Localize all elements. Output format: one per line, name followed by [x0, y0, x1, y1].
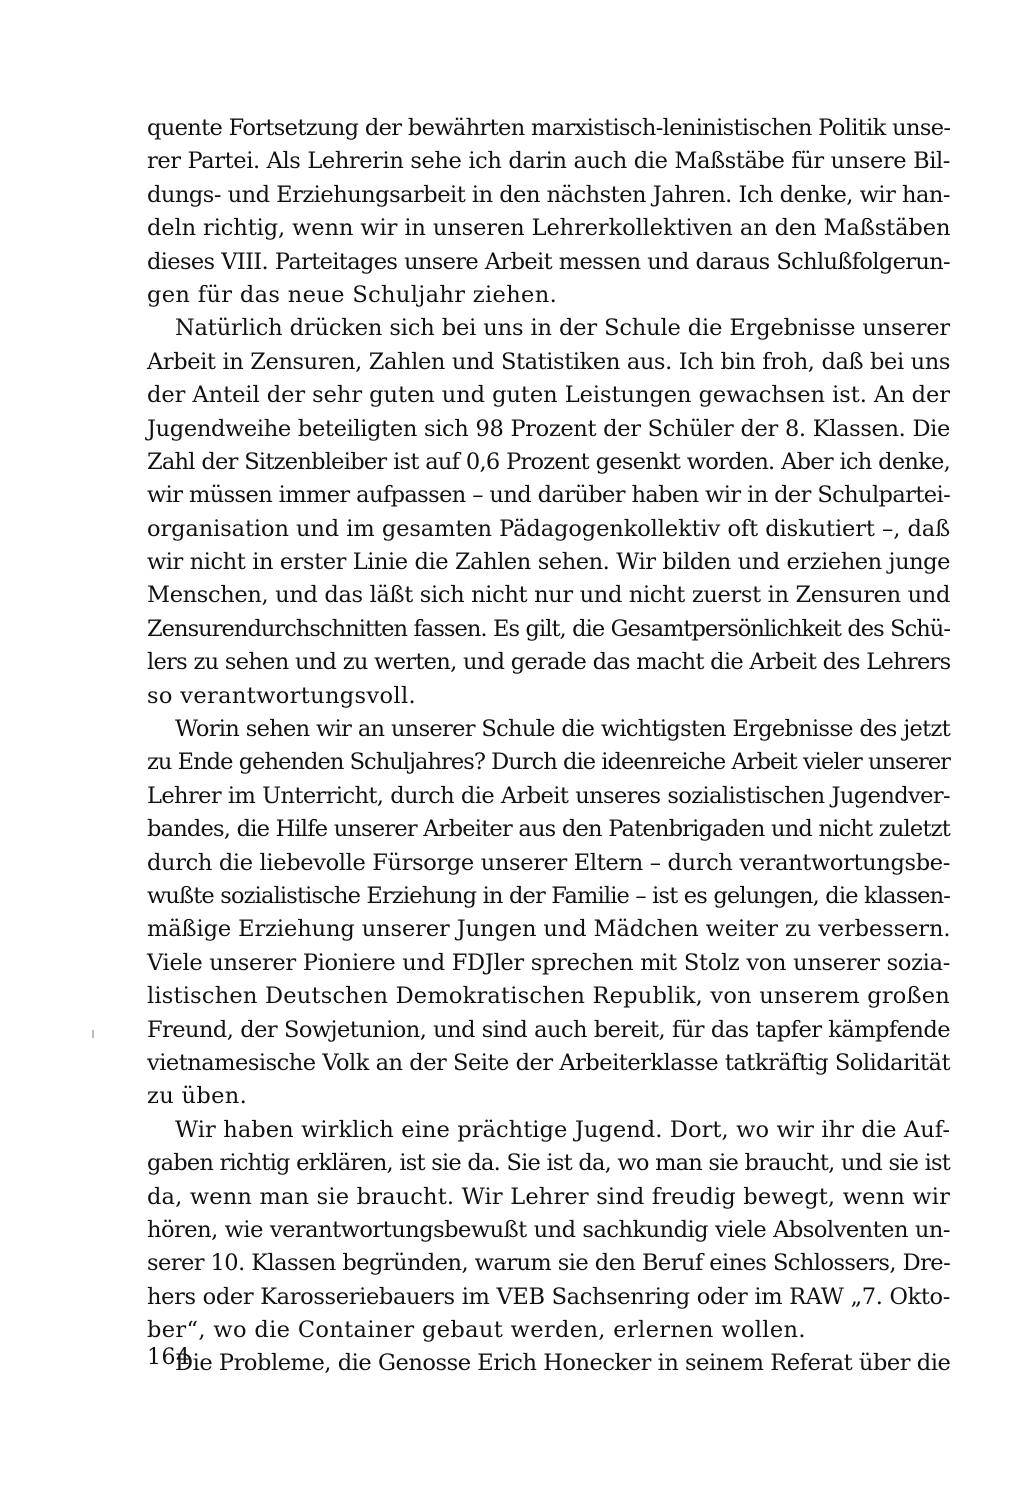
- text-line: zu üben.: [147, 1083, 248, 1110]
- text-line: gen für das neue Schuljahr ziehen.: [147, 281, 558, 308]
- text-line: wir nicht in erster Linie die Zahlen sehen. Wir bilden und erziehen junge: [147, 549, 950, 576]
- text-line: mäßige Erziehung unserer Jungen und Mädchen weiter zu verbessern.: [147, 916, 951, 943]
- text-line: durch die liebevolle Fürsorge unserer Eltern – durch verantwortungsbe-: [147, 849, 950, 876]
- text-line: Viele unserer Pioniere und FDJler sprechen mit Stolz von unserer sozia-: [147, 949, 950, 976]
- text-line: hören, wie verantwortungsbewußt und sachkundig viele Absolventen un-: [147, 1216, 950, 1243]
- text-line: ber“, wo die Container gebaut werden, erlernen wollen.: [147, 1317, 806, 1344]
- text-line: Wir haben wirklich eine prächtige Jugend. Dort, wo wir ihr die Auf-: [175, 1116, 950, 1143]
- scan-speck: [92, 1030, 94, 1038]
- text-line: bandes, die Hilfe unserer Arbeiter aus den Patenbrigaden und nicht zuletzt: [147, 816, 950, 843]
- text-line: rer Partei. Als Lehrerin sehe ich darin auch die Maßstäbe für unsere Bil-: [147, 148, 950, 175]
- text-line: so verantwortungsvoll.: [147, 682, 417, 709]
- text-line: gaben richtig erklären, ist sie da. Sie ist da, wo man sie braucht, und sie ist: [147, 1150, 950, 1177]
- body-text: [147, 112, 950, 1381]
- text-line: Natürlich drücken sich bei uns in der Schule die Ergebnisse unserer: [175, 315, 950, 342]
- text-line: deln richtig, wenn wir in unseren Lehrerkollektiven an den Maßstäben: [147, 215, 951, 242]
- text-line: organisation und im gesamten Pädagogenkollektiv oft diskutiert –, daß: [147, 515, 950, 542]
- text-line: listischen Deutschen Demokratischen Republik, von unserem großen: [147, 983, 950, 1010]
- text-line: der Anteil der sehr guten und guten Leistungen gewachsen ist. An der: [147, 382, 950, 409]
- text-line: Menschen, und das läßt sich nicht nur und nicht zuerst in Zensuren und: [147, 582, 950, 609]
- text-line: dieses VIII. Parteitages unsere Arbeit messen und daraus Schlußfolgerun-: [147, 248, 950, 275]
- text-line: Die Probleme, die Genosse Erich Honecker in seinem Referat über die: [175, 1350, 951, 1377]
- text-line: dungs- und Erziehungsarbeit in den nächsten Jahren. Ich denke, wir han-: [147, 181, 950, 208]
- text-line: Arbeit in Zensuren, Zahlen und Statistiken aus. Ich bin froh, daß bei uns: [147, 348, 950, 375]
- text-line: vietnamesische Volk an der Seite der Arbeiterklasse tatkräftig Solidarität: [147, 1049, 950, 1076]
- text-line: Zensurendurchschnitten fassen. Es gilt, die Gesamtpersönlichkeit des Schü-: [147, 615, 950, 642]
- text-line: Lehrer im Unterricht, durch die Arbeit unseres sozialistischen Jugendver-: [147, 782, 950, 809]
- page-number: 164: [147, 1345, 191, 1370]
- text-line: zu Ende gehenden Schuljahres? Durch die ideenreiche Arbeit vieler unserer: [147, 749, 950, 776]
- text-line: wir müssen immer aufpassen – und darüber haben wir in der Schulpartei-: [147, 482, 951, 509]
- text-line: serer 10. Klassen begründen, warum sie den Beruf eines Schlossers, Dre-: [147, 1250, 951, 1277]
- text-line: Worin sehen wir an unserer Schule die wichtigsten Ergebnisse des jetzt: [175, 716, 950, 743]
- text-line: da, wenn man sie braucht. Wir Lehrer sind freudig bewegt, wenn wir: [147, 1183, 950, 1210]
- text-line: Zahl der Sitzenbleiber ist auf 0,6 Prozent gesenkt worden. Aber ich denke,: [147, 448, 950, 475]
- text-line: Freund, der Sowjetunion, und sind auch bereit, für das tapfer kämpfende: [147, 1016, 950, 1043]
- text-line: hers oder Karosseriebauers im VEB Sachsenring oder im RAW „7. Okto-: [147, 1283, 950, 1310]
- text-line: Jugendweihe beteiligten sich 98 Prozent der Schüler der 8. Klassen. Die: [147, 415, 950, 442]
- text-line: wußte sozialistische Erziehung in der Familie – ist es gelungen, die klassen-: [147, 882, 950, 909]
- text-line: lers zu sehen und zu werten, und gerade das macht die Arbeit des Lehrers: [147, 649, 951, 676]
- text-line: quente Fortsetzung der bewährten marxistisch-leninistischen Politik unse-: [147, 115, 951, 141]
